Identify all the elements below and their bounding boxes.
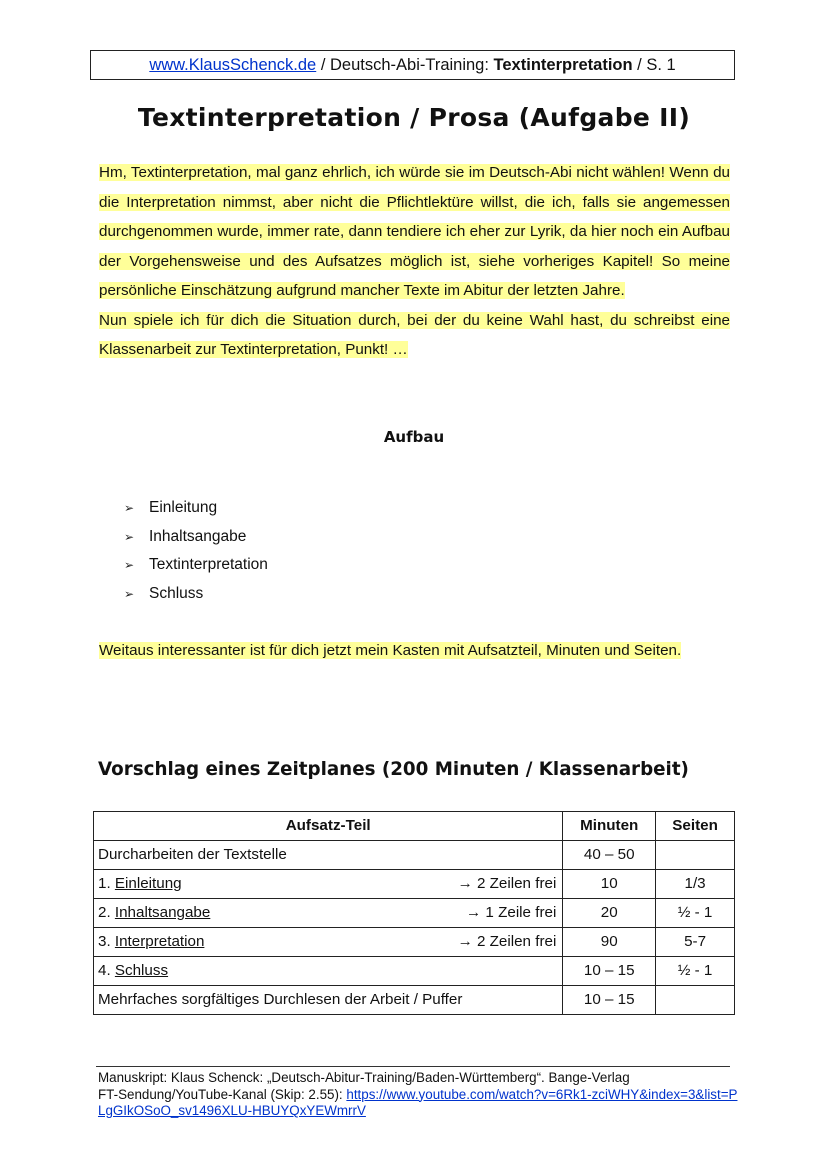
inhaltsangabe-link[interactable]: Inhaltsangabe <box>114 904 211 921</box>
table-row: 2. Inhaltsangabe → 1 Zeile frei 20 ½ - 1 <box>94 899 735 928</box>
footer-broadcast: FT-Sendung/YouTube-Kanal (Skip: 2.55): <box>98 1086 347 1102</box>
page-footer <box>98 1070 738 1120</box>
table-header-row <box>94 812 735 841</box>
column-header-minutes: Minuten <box>563 812 656 841</box>
column-header-part: Aufsatz-Teil <box>94 812 563 841</box>
intro-paragraph-1: Hm, Textinterpretation, mal ganz ehrlich, ich würde sie im Deutsch-Abi nicht wählen! Wenn du die Interpretation nimmst, aber nicht die Pflichtlektüre willst, die ich, falls sie angemessen durchgenommen wurde, immer rate, dann tendiere ich eher zur Lyrik, da hier noch ein Aufbau der Vorgehensweise und des Aufsatzes möglich ist, siehe vorheriges Kapitel! So meine persönliche Einschätzung aufgrund mancher Texte im Abitur der letzten Jahre. <box>99 164 730 299</box>
interpretation-link[interactable]: Interpretation <box>114 933 205 950</box>
table-row: 3. Interpretation → 2 Zeilen frei 90 5-7 <box>94 928 735 957</box>
table-row: 4. Schluss 10 – 15 ½ - 1 <box>94 957 735 986</box>
footer-divider <box>96 1066 730 1067</box>
list-item: ➢ Schluss <box>124 580 268 609</box>
website-link[interactable]: www.KlausSchenck.de <box>149 56 317 74</box>
einleitung-link[interactable]: Einleitung <box>114 875 182 892</box>
aufbau-heading: Aufbau <box>383 428 445 446</box>
youtube-link[interactable]: https://www.youtube.com/watch?v=6Rk1-zciWHY&index=3&list=PLgGIkOSoO_sv1496XLU-HBUYQxYEWmrrV <box>98 1086 738 1118</box>
list-item: ➢ Einleitung <box>124 494 268 523</box>
arrowhead-bullet-icon: ➢ <box>124 558 135 573</box>
arrowhead-bullet-icon: ➢ <box>124 529 135 544</box>
footer-manuscript: Manuskript: Klaus Schenck: „Deutsch-Abitur-Training/Baden-Württemberg“. Bange-Verlag <box>98 1070 630 1085</box>
intro-block <box>95 158 730 365</box>
header-text: / Deutsch-Abi-Training: <box>316 56 494 74</box>
table-row: 1. Einleitung → 2 Zeilen frei 10 1/3 <box>94 870 735 899</box>
page-title: Textinterpretation / Prosa (Aufgabe II) <box>137 103 691 132</box>
page-header <box>90 50 735 80</box>
table-row: Mehrfaches sorgfältiges Durchlesen der Arbeit / Puffer 10 – 15 <box>94 986 735 1015</box>
note-paragraph: Weitaus interessanter ist für dich jetzt mein Kasten mit Aufsatzteil, Minuten und Seiten. <box>99 642 682 659</box>
intro-paragraph-2: Nun spiele ich für dich die Situation durch, bei der du keine Wahl hast, du schreibst eine Klassenarbeit zur Textinterpretation, Punkt! … <box>99 311 730 358</box>
schluss-link[interactable]: Schluss <box>114 962 169 979</box>
schedule-title: Vorschlag eines Zeitplanes (200 Minuten / Klassenarbeit) <box>98 759 689 780</box>
arrowhead-bullet-icon: ➢ <box>124 587 135 602</box>
list-item: ➢ Inhaltsangabe <box>124 523 268 552</box>
header-page-number: / S. 1 <box>632 56 676 74</box>
header-topic: Textinterpretation <box>493 56 633 74</box>
aufbau-list <box>124 494 268 609</box>
list-item: ➢ Textinterpretation <box>124 551 268 580</box>
schedule-table <box>93 811 735 1015</box>
arrowhead-bullet-icon: ➢ <box>124 501 135 515</box>
table-row: Durcharbeiten der Textstelle 40 – 50 <box>94 841 735 870</box>
column-header-pages: Seiten <box>656 812 735 841</box>
